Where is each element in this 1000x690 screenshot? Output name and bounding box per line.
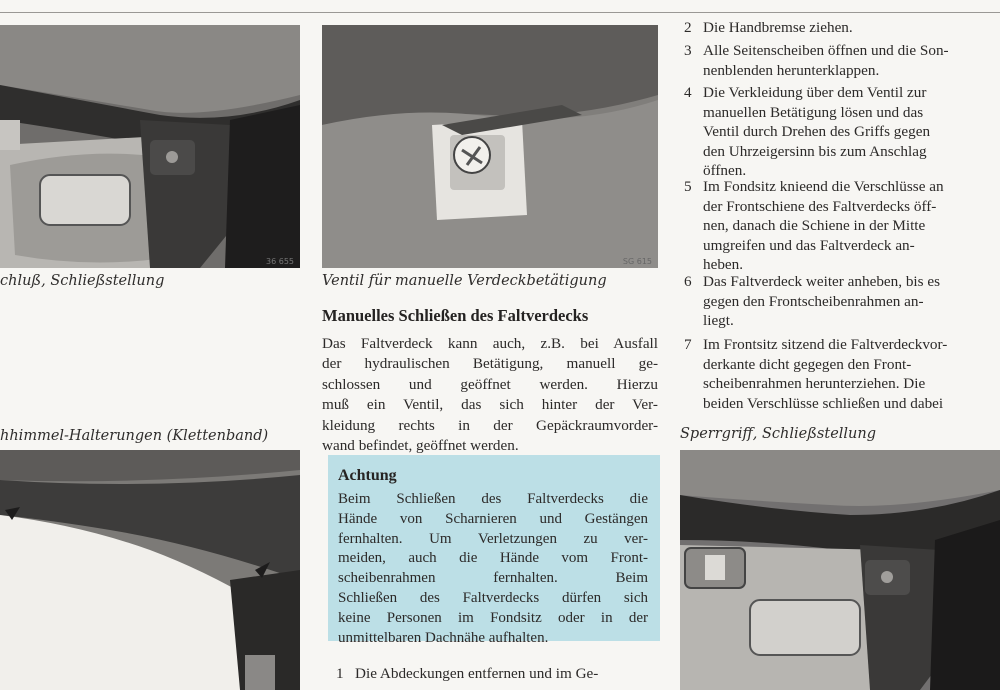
step-line: umgreifen und das Faltverdeck an-: [703, 236, 915, 254]
step-line: gegen den Frontscheibenrahmen an-: [703, 292, 924, 310]
body-line: der hydraulischen Betätigung, manuell ge-: [322, 355, 658, 373]
body-line: muß ein Ventil, das sich hinter der Ver-: [322, 396, 658, 414]
step-line: Im Frontsitz sitzend die Faltverdeckvor-: [703, 336, 948, 353]
step-number: 3: [684, 42, 692, 59]
warning-text: [338, 490, 648, 648]
step-7: [684, 335, 947, 413]
step-line: scheibenrahmen herunterziehen. Die: [703, 375, 926, 392]
step-4: [684, 83, 930, 181]
step-number: 2: [684, 19, 692, 36]
photo-lock-handle-closed: [680, 450, 1000, 690]
caption-lock-handle: Sperrgriff, Schließstellung: [680, 426, 877, 442]
step-line: Die Verkleidung über dem Ventil zur: [703, 84, 927, 101]
step-line: Ventil durch Drehen des Griffs gegen: [703, 123, 931, 140]
step-line: nen, danach die Schiene in der Mitte: [703, 217, 926, 234]
step-line: derkante dicht gegegen den Front-: [703, 355, 912, 373]
step-line: nenblenden herunterklappen.: [703, 61, 880, 79]
step-6: [684, 272, 940, 331]
step-line: Das Faltverdeck weiter anheben, bis es: [703, 273, 941, 290]
warning-line: Hände von Scharnieren und Gestängen: [338, 510, 648, 527]
warning-title: Achtung: [338, 467, 397, 484]
step-3: [684, 41, 949, 80]
warning-line: fernhalten. Um Verletzungen zu ver-: [338, 530, 648, 547]
step-line: Im Fondsitz knieend die Verschlüsse an: [703, 178, 944, 195]
step-line: heben.: [703, 256, 744, 273]
step-1: [336, 665, 598, 683]
section-heading: Manuelles Schließen des Faltverdecks: [322, 306, 589, 325]
step-line: Die Abdeckungen entfernen und im Ge-: [355, 665, 599, 682]
step-2: [684, 18, 853, 38]
top-rule: [0, 12, 1000, 13]
step-line: beiden Verschlüsse schließen und dabei: [703, 394, 944, 412]
photo-headliner-mounts: [0, 450, 300, 690]
step-line: manuellen Betätigung lösen und das: [703, 103, 924, 121]
photo-code: 36 655: [266, 257, 294, 266]
warning-line: Schließen des Faltverdecks dürfen sich: [338, 589, 648, 606]
caption-headliner-mounts: hhimmel-Halterungen (Klettenband): [0, 428, 269, 444]
caption-valve: Ventil für manuelle Verdeckbetätigung: [322, 273, 607, 289]
step-line: öffnen.: [703, 162, 747, 179]
body-line: kleidung rechts in der Gepäckraumvorder-: [322, 416, 658, 434]
step-line: der Frontschiene des Faltverdecks öff-: [703, 197, 937, 215]
step-number: 6: [684, 273, 692, 290]
step-number: 4: [684, 84, 692, 101]
warning-line: scheibenrahmen fernhalten. Beim: [338, 570, 648, 587]
caption-latch-closed: chluß, Schließstellung: [0, 273, 165, 289]
warning-line: meiden, auch die Hände vom Front-: [338, 550, 648, 567]
step-line: Alle Seitenscheiben öffnen und die Son-: [703, 42, 949, 59]
step-number: 7: [684, 336, 692, 353]
step-5: [684, 177, 944, 275]
section-body: [322, 334, 658, 456]
step-line: den Uhrzeigersinn bis zum Anschlag: [703, 142, 927, 160]
warning-line: keine Personen im Fondsitz oder in der: [338, 609, 648, 626]
step-line: liegt.: [703, 312, 734, 329]
warning-line: Beim Schließen des Faltverdecks die: [338, 491, 648, 507]
warning-box: [328, 455, 660, 646]
step-number: 1: [336, 665, 344, 682]
photo-code: SG 615: [622, 257, 652, 266]
body-line: schlossen und geöffnet werden. Hierzu: [322, 375, 658, 393]
photo-latch-closed: [0, 25, 300, 268]
body-line: Das Faltverdeck kann auch, z.B. bei Ausfall: [322, 335, 658, 352]
body-line: wand befindet, geöffnet werden.: [322, 437, 519, 455]
warning-line: unmittelbaren Dachnähe aufhalten.: [338, 629, 549, 646]
step-number: 5: [684, 178, 692, 195]
photo-valve: [322, 25, 658, 268]
step-line: Die Handbremse ziehen.: [703, 19, 853, 36]
